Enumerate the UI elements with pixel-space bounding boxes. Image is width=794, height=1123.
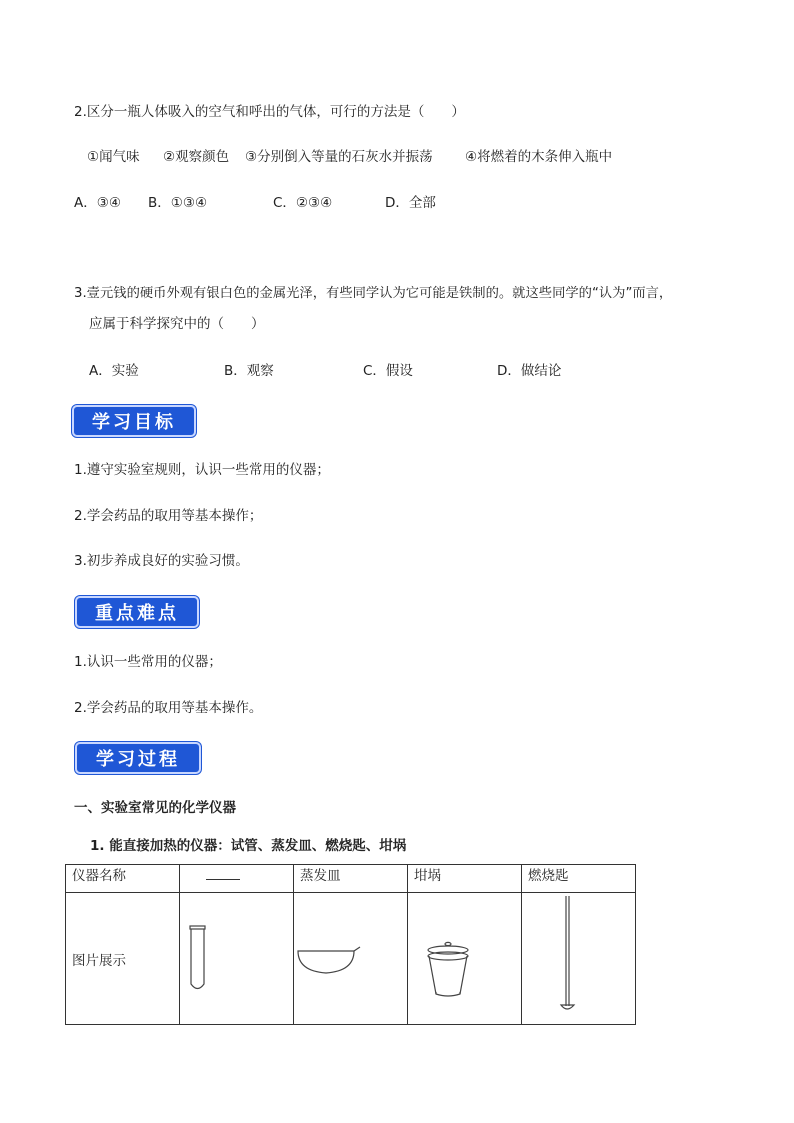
- subsection-heading: 1. 能直接加热的仪器：试管、蒸发皿、燃烧匙、坩埚: [90, 838, 407, 854]
- name-evaporating-dish: 蒸发皿: [294, 865, 408, 893]
- key-points-badge: 重点难点: [75, 596, 199, 628]
- q3-option-b: B．观察: [224, 363, 274, 379]
- goal-item-1: 1.遵守实验室规则，认识一些常用的仪器；: [74, 462, 330, 478]
- table-row: [66, 865, 636, 893]
- q2-method-2: ②观察颜色: [163, 149, 230, 165]
- q2-method-1: ①闻气味: [87, 149, 140, 165]
- evaporating-dish-cell: [294, 893, 408, 1025]
- q3-option-c: C．假设: [363, 363, 413, 379]
- name-combustion-spoon: 燃烧匙: [522, 865, 636, 893]
- key-point-1: 1.认识一些常用的仪器；: [74, 654, 222, 670]
- test-tube-cell: [180, 893, 294, 1025]
- goal-item-2: 2.学会药品的取用等基本操作；: [74, 508, 263, 524]
- test-tube-icon: [180, 896, 280, 1021]
- row-label-image-text: 图片展示: [72, 952, 126, 969]
- fill-in-blank: [206, 865, 240, 880]
- blank-name-cell: [180, 865, 294, 893]
- row-label-name: 仪器名称: [66, 865, 180, 893]
- name-crucible: 坩埚: [408, 865, 522, 893]
- q2-method-4: ④将燃着的木条伸入瓶中: [465, 149, 613, 165]
- crucible-cell: [408, 893, 522, 1025]
- q2-option-c: C．②③④: [273, 195, 333, 211]
- evaporating-dish-icon: [294, 896, 394, 1021]
- combustion-spoon-icon: [522, 896, 622, 1021]
- row-label-image: [66, 893, 180, 1025]
- q2-option-b: B．①③④: [148, 195, 208, 211]
- key-point-2: 2.学会药品的取用等基本操作。: [74, 700, 263, 716]
- section-heading: 一、实验室常见的化学仪器: [74, 800, 236, 816]
- q3-stem-line1: 3.壹元钱的硬币外观有银白色的金属光泽，有些同学认为它可能是铁制的。就这些同学的“认为”而言，: [74, 286, 673, 301]
- q3-option-a: A．实验: [89, 363, 139, 379]
- q2-option-d: D．全部: [385, 195, 436, 211]
- q3-option-d: D．做结论: [497, 363, 562, 379]
- goal-item-3: 3.初步养成良好的实验习惯。: [74, 553, 249, 569]
- q2-option-a: A．③④: [74, 195, 121, 211]
- crucible-icon: [408, 896, 508, 1021]
- combustion-spoon-cell: [522, 893, 636, 1025]
- table-row: [66, 893, 636, 1025]
- instrument-table: [65, 864, 636, 1025]
- q3-stem-line2: 应属于科学探究中的（ ）: [89, 316, 265, 332]
- goals-badge: 学习目标: [72, 405, 196, 437]
- q2-stem: 2.区分一瓶人体吸入的空气和呼出的气体，可行的方法是（ ）: [74, 104, 465, 120]
- process-badge: 学习过程: [75, 742, 201, 774]
- q2-method-3: ③分别倒入等量的石灰水并振荡: [245, 149, 433, 165]
